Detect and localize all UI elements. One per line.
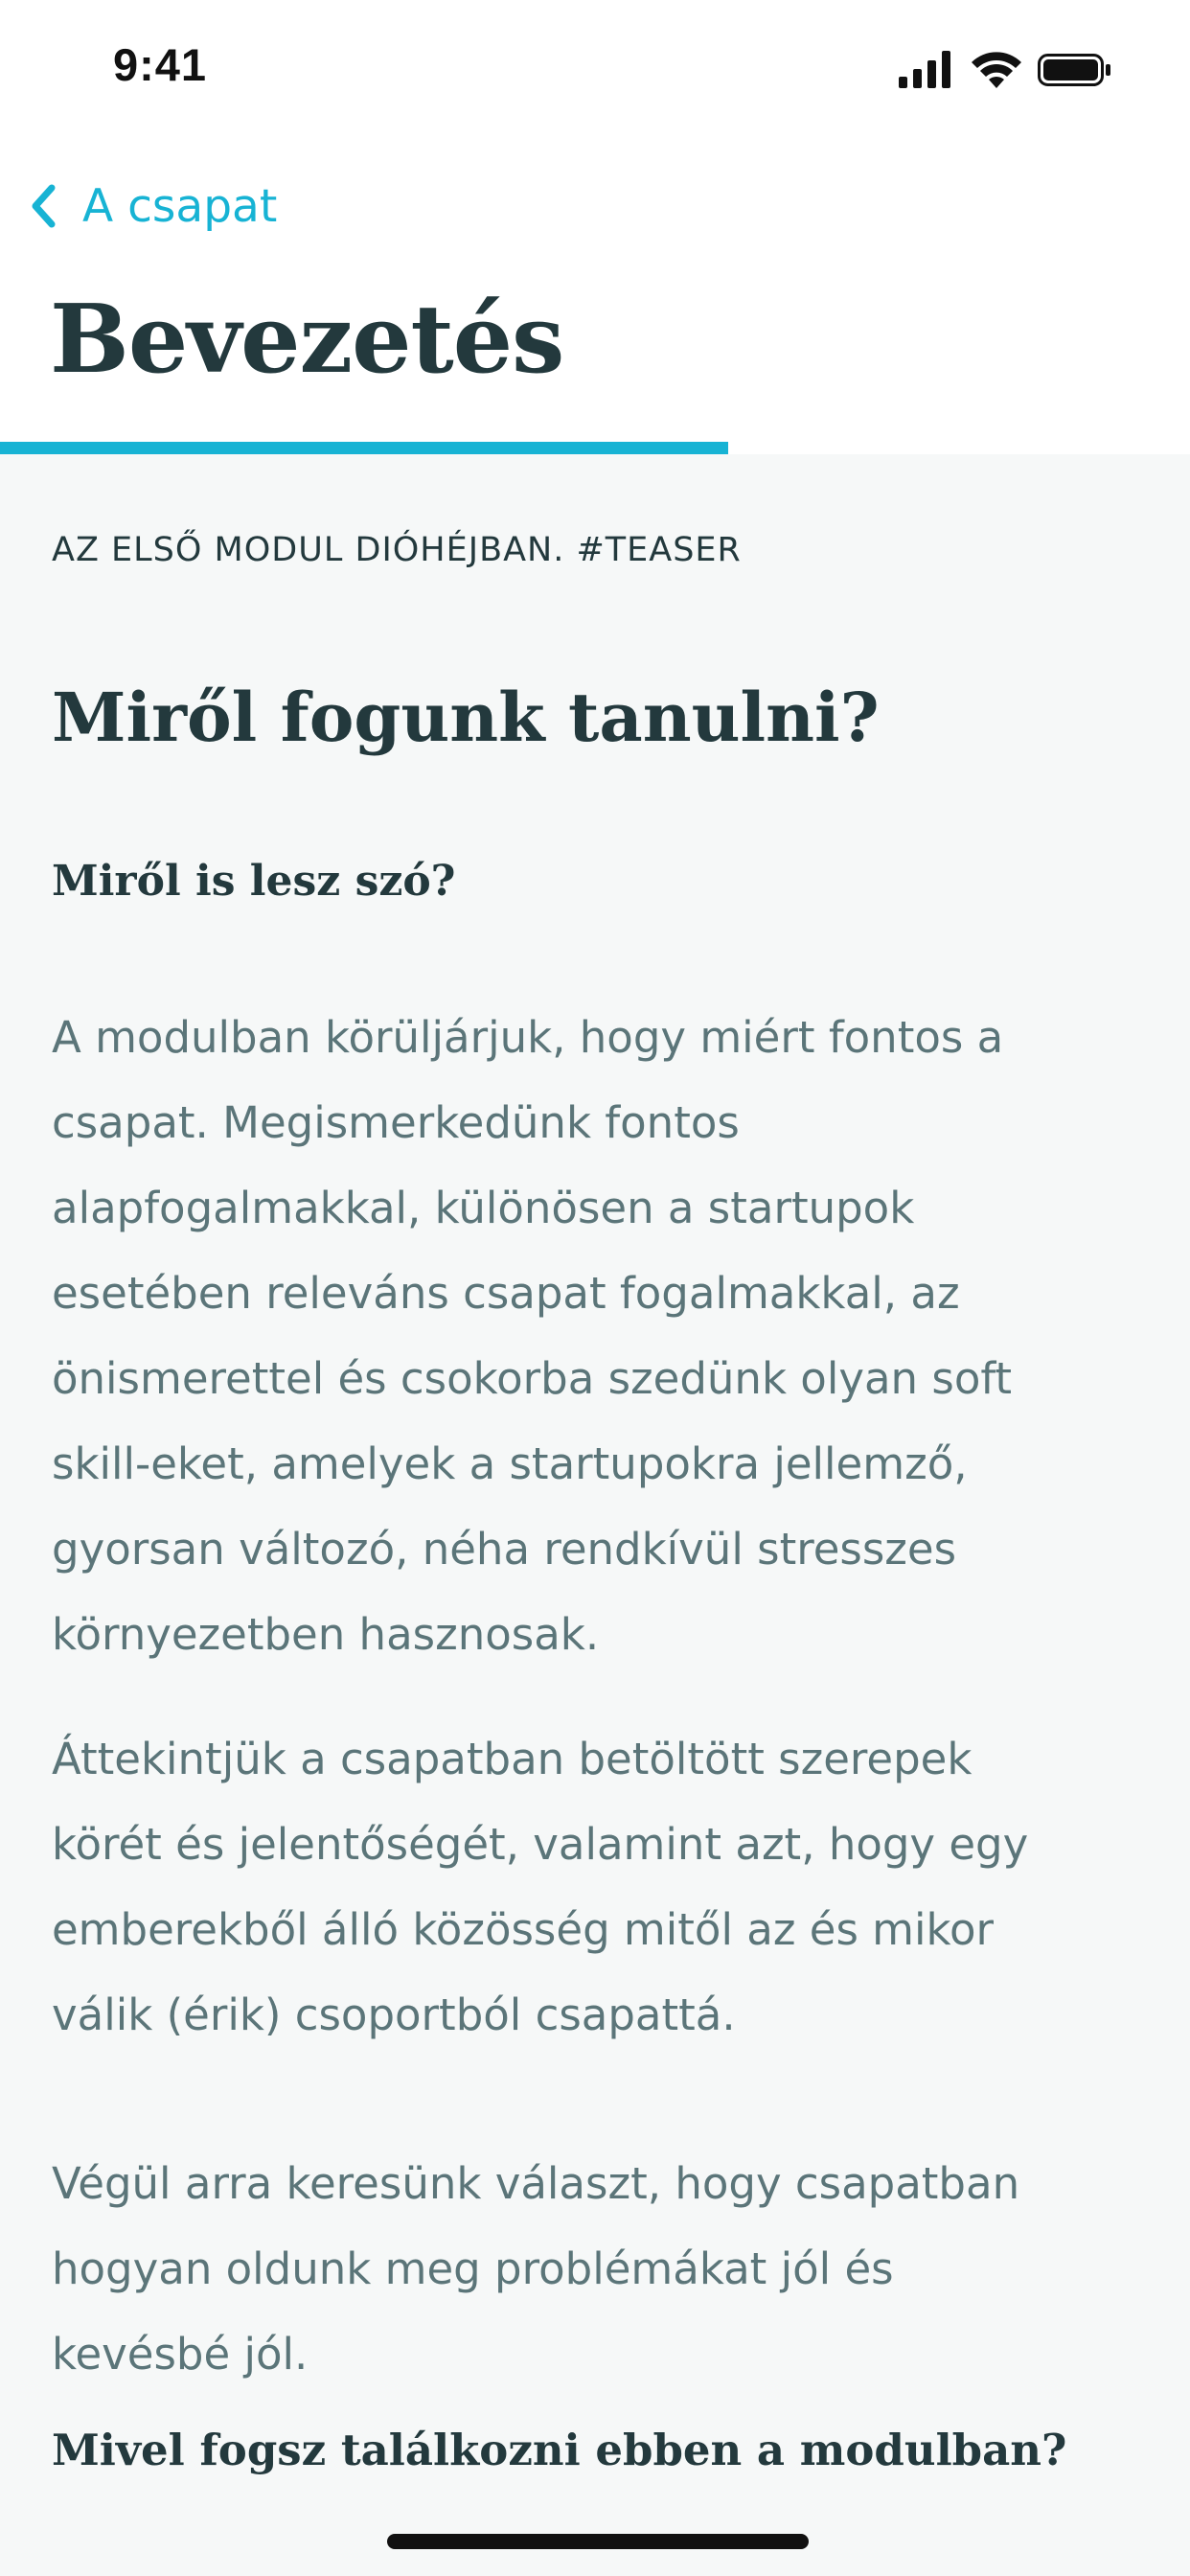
paragraph-line: csapat. Megismerkedünk fontos [52,1097,740,1148]
paragraph-line: alapfogalmakkal, különösen a startupok [52,1183,915,1233]
subheading-what-about: Miről is lesz szó? [52,857,456,906]
page-title: Bevezetés [50,285,564,395]
section-heading: Miről fogunk tanulni? [52,678,880,757]
cellular-signal-icon [899,51,950,88]
battery-icon [1040,56,1111,85]
paragraph-roles [52,1716,1154,2058]
paragraph-line: önismerettel és csokorba szedünk olyan soft [52,1353,1013,1404]
teaser-label: AZ ELSŐ MODUL DIÓHÉJBAN. #TEASER [52,531,742,569]
subheading-what-you-meet: Mivel fogsz találkozni ebben a modulban? [52,2425,1067,2475]
chevron-left-icon [29,182,57,230]
home-indicator[interactable] [387,2534,809,2549]
status-time: 9:41 [113,39,208,90]
paragraph-line: Áttekintjük a csapatban betöltött szerepek [52,1734,973,1784]
status-icons [899,48,1114,90]
paragraph-line: válik (érik) csoportból csapattá. [52,1990,736,2040]
paragraph-line: kevésbé jól. [52,2329,309,2380]
status-bar [0,0,1190,134]
paragraph-line: gyorsan változó, néha rendkívül stresszes [52,1524,957,1575]
paragraph-line: skill-eket, amelyek a startupokra jellemző, [52,1438,968,1489]
title-underline [0,442,728,454]
paragraph-line: emberekből álló közösség mitől az és mikor [52,1904,995,1955]
back-label: A csapat [82,179,278,233]
paragraph-line: esetében releváns csapat fogalmakkal, az [52,1268,960,1319]
header [0,0,1190,454]
paragraph-line: környezetben hasznosak. [52,1609,600,1660]
paragraph-line: A modulban körüljárjuk, hogy miért fontos a [52,1012,1004,1063]
paragraph-line: hogyan oldunk meg problémákat jól és [52,2243,894,2294]
paragraph-intro [52,995,1154,1677]
paragraph-line: körét és jelentőségét, valamint azt, hogy egy [52,1819,1029,1870]
status-icons-svg [899,48,1114,90]
paragraph-problems [52,2141,1154,2397]
back-button[interactable] [29,172,277,240]
wifi-icon [972,52,1021,88]
paragraph-line: Végül arra keresünk választ, hogy csapatban [52,2158,1020,2209]
